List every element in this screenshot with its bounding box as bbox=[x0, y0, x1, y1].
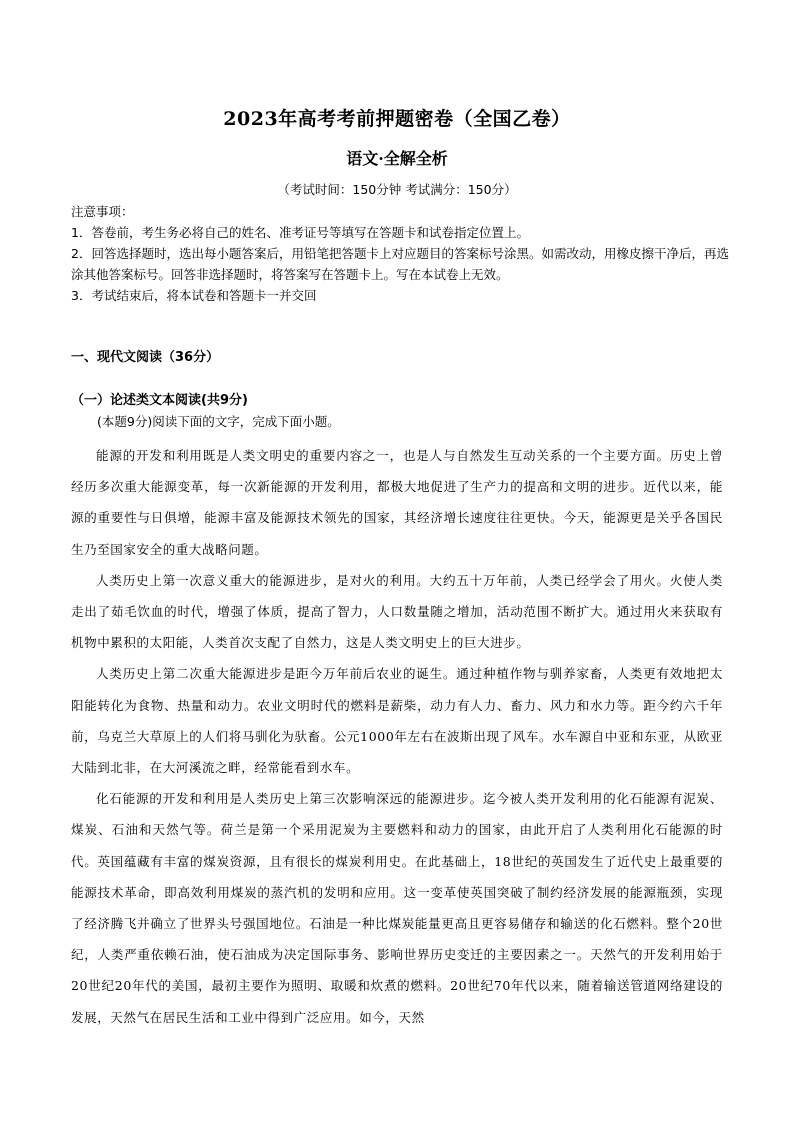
notes-item: 1．答卷前，考生务必将自己的姓名、准考证号等填写在答题卡和试卷指定位置上。 bbox=[71, 225, 529, 240]
passage-paragraph: 能源的开发和利用既是人类文明史的重要内容之一，也是人与自然发生互动关系的一个主要方面。历史上曾经历多次重大能源变革，每一次新能源的开发利用，都极大地促进了生产力的提高和文明的进步。近代以来，能源的重要性与日俱增，能源丰富及能源技术领先的国家，其经济增长速度往往更快。今天，能源更是关乎各国民生乃至国家安全的重大战略问题。 bbox=[71, 448, 723, 557]
subsection-heading: （一）论述类文本阅读(共9分) bbox=[71, 393, 248, 408]
exam-subtitle: 语文·全解全析 bbox=[346, 149, 448, 168]
passage-paragraph: 人类历史上第一次意义重大的能源进步，是对火的利用。大约五十万年前，人类已经学会了用火。火使人类走出了茹毛饮血的时代，增强了体质，提高了智力，人口数量随之增加，活动范围不断扩大。通过用火来获取有机物中累积的太阳能，人类首次支配了自然力，这是人类文明史上的巨大进步。 bbox=[71, 572, 723, 651]
notes-block bbox=[71, 201, 731, 306]
notes-heading: 注意事项： bbox=[71, 204, 134, 219]
notes-item: 3．考试结束后，将本试卷和答题卡一并交回 bbox=[71, 288, 317, 303]
question-instruction: (本题9分)阅读下面的文字，完成下面小题。 bbox=[97, 414, 340, 429]
section-heading: 一、现代文阅读（36分） bbox=[71, 350, 220, 365]
exam-title: 2023年高考考前押题密卷（全国乙卷） bbox=[223, 108, 571, 130]
notes-item: 2．回答选择题时，选出每小题答案后，用铅笔把答题卡上对应题目的答案标号涂黑。如需改动，用橡皮擦干净后，再选涂其他答案标号。回答非选择题时，将答案写在答题卡上。写在本试卷上无效。 bbox=[71, 246, 729, 282]
reading-passage bbox=[71, 440, 723, 1033]
passage-paragraph: 人类历史上第二次重大能源进步是距今万年前后农业的诞生。通过种植作物与驯养家畜，人类更有效地把太阳能转化为食物、热量和动力。农业文明时代的燃料是薪柴，动力有人力、畜力、风力和水力等。距今约六千年前，乌克兰大草原上的人们将马驯化为驮畜。公元1000年左右在波斯出现了风车。水车源自中亚和东亚，从欧亚大陆到北非，在大河溪流之畔，经常能看到水车。 bbox=[71, 666, 723, 776]
exam-time-and-score: （考试时间：150分钟 考试满分：150分） bbox=[277, 182, 517, 197]
passage-paragraph: 化石能源的开发和利用是人类历史上第三次影响深远的能源进步。迄今被人类开发利用的化石能源有泥炭、煤炭、石油和天然气等。荷兰是第一个采用泥炭为主要燃料和动力的国家，由此开启了人类利用化石能源的时代。英国蕴藏有丰富的煤炭资源，且有很长的煤炭利用史。在此基础上，18世纪的英国发生了近代史上最重要的能源技术革命，即高效利用煤炭的蒸汽机的发明和应用。这一变革使英国突破了制约经济发展的能源瓶颈，实现了经济腾飞并确立了世界头号强国地位。石油是一种比煤炭能量更高且更容易储存和输送的化石燃料。整个20世纪，人类严重依赖石油，使石油成为决定国际事务、影响世界历史变迁的主要因素之一。天然气的开发利用始于20世纪20年代的美国，最初主要作为照明、取暖和炊煮的燃料。20世纪70年代以来，随着输送管道网络建设的发展，天然气在居民生活和工业中得到广泛应用。如今，天然 bbox=[71, 791, 723, 1025]
